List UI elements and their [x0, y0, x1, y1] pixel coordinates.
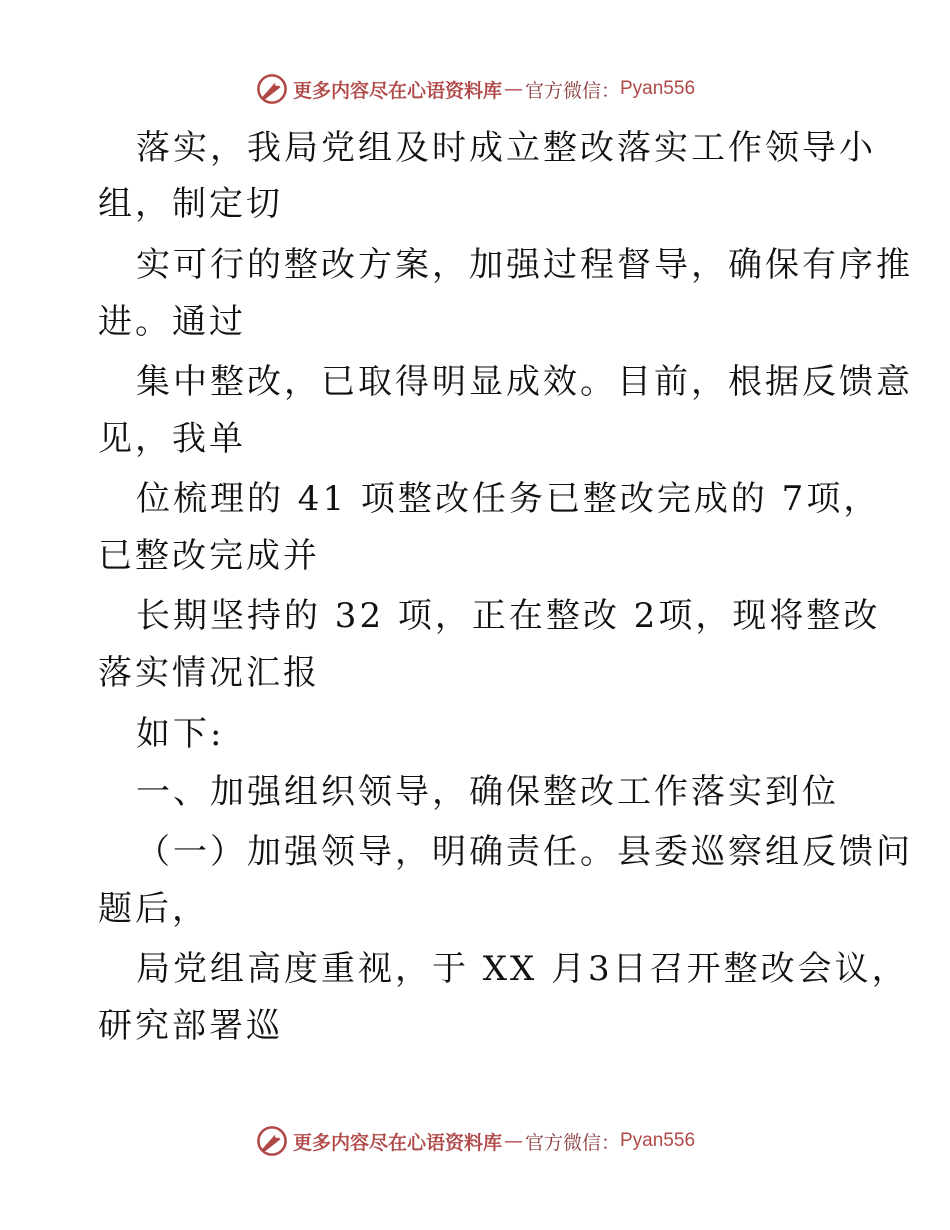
pen-nib-logo-icon	[255, 72, 289, 106]
text-line: 进。通过	[98, 302, 246, 342]
header-banner	[0, 72, 950, 106]
text-line: 落实情况汇报	[98, 653, 320, 693]
banner-dash: —	[503, 78, 523, 100]
text-line: 长期坚持的 32 项，正在整改 2项，现将整改	[136, 596, 881, 636]
text-line: 已整改完成并	[98, 536, 320, 576]
footer-banner	[0, 1124, 950, 1158]
banner-wechat-label: 官方微信：	[524, 1131, 620, 1154]
text-line: 位梳理的 41 项整改任务已整改完成的 7项，	[136, 479, 881, 519]
text-line: 落实，我局党组及时成立整改落实工作领导小	[136, 128, 876, 168]
text-line: 实可行的整改方案，加强过程督导，确保有序推	[136, 245, 913, 285]
section-heading: 一、加强组织领导，确保整改工作落实到位	[136, 772, 839, 812]
text-line: （一）加强领导，明确责任。县委巡察组反馈问	[136, 832, 913, 872]
text-line: 组，制定切	[98, 184, 283, 224]
banner-wechat-id: Pyan556	[620, 1130, 696, 1151]
banner-wechat-label: 官方微信：	[524, 79, 620, 102]
pen-nib-logo-icon	[255, 1124, 289, 1158]
banner-wechat-id: Pyan556	[620, 78, 696, 99]
text-line: 局党组高度重视，于 XX 月3日召开整改会议，	[136, 949, 909, 989]
banner-main-text: 更多内容尽在心语资料库	[292, 1131, 502, 1154]
text-line: 题后，	[98, 889, 209, 929]
text-line: 见，我单	[98, 419, 246, 459]
text-line: 如下:	[136, 714, 225, 754]
text-line: 集中整改，已取得明显成效。目前，根据反馈意	[136, 362, 913, 402]
banner-main-text: 更多内容尽在心语资料库	[292, 79, 502, 102]
text-line: 研究部署巡	[98, 1006, 283, 1046]
banner-dash: —	[503, 1130, 523, 1152]
